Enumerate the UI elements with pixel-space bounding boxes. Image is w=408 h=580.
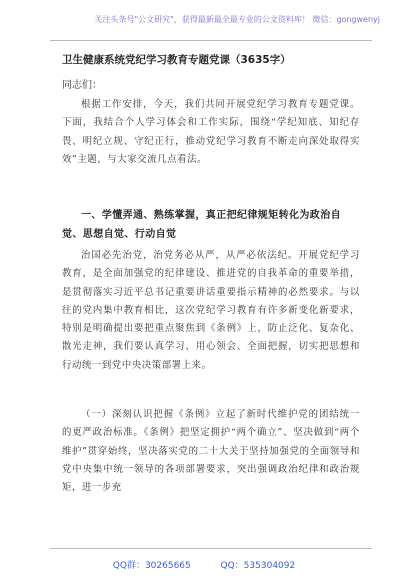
qq-group-text: QQ群：30265665 (112, 561, 191, 571)
paragraph-subsection-1: （一）深刻认识把握《条例》立起了新时代维护党的团结统一的更严政治标准。《条例》把坚定拥护“两个确立”、坚决做到“两个维护”贯穿始终，坚决落实党的二十大关于坚持加强党的全面领导和党中央集中统一领导的各项部署要求，突出强调政治纪律和政治规矩，进一步充 (62, 409, 360, 494)
header-promo-text: 关注头条号"公文研究"，获得最新最全最专业的公文资料库！ 微信：gongwenyj (94, 15, 380, 24)
paragraph-intro: 根据工作安排，今天，我们共同开展党纪学习教育专题党课。下面，我结合个人学习体会和工作实际，围绕“学纪知底、知纪存畏、明纪立规、守纪正行，推动党纪学习教育不断走向深处取得实效”主题，与大家交流几点看法。 (62, 99, 360, 165)
footer-divider (50, 548, 372, 549)
page-header (0, 14, 408, 25)
header-divider (50, 40, 372, 41)
qq-contact-text: QQ：535304092 (220, 561, 296, 571)
section-heading-1: 一、学懂弄通、熟练掌握，真正把纪律规矩转化为政治自觉、思想自觉、行动自觉 (62, 210, 341, 240)
paragraph-section-1: 治国必先治党，治党务必从严，从严必依法纪。开展党纪学习教育，是全面加强党的纪律建设、推进党的自我革命的重要举措，是贯彻落实习近平总书记重要讲话重要指示精神的必然要求。与以往的党内集中教育相比，这次党纪学习教育有许多新变化新要求，特别是明确提出要把重点聚焦到《条例》上，防止泛化、复杂化、散光走神，我们要认真学习、用心领会、全面把握，切实把思想和行动统一到党中央决策部署上来。 (62, 250, 360, 371)
greeting: 同志们： (62, 80, 102, 91)
document-title: 卫生健康系统党纪学习教育专题党课（3635字） (62, 54, 291, 66)
page-footer (0, 558, 408, 571)
